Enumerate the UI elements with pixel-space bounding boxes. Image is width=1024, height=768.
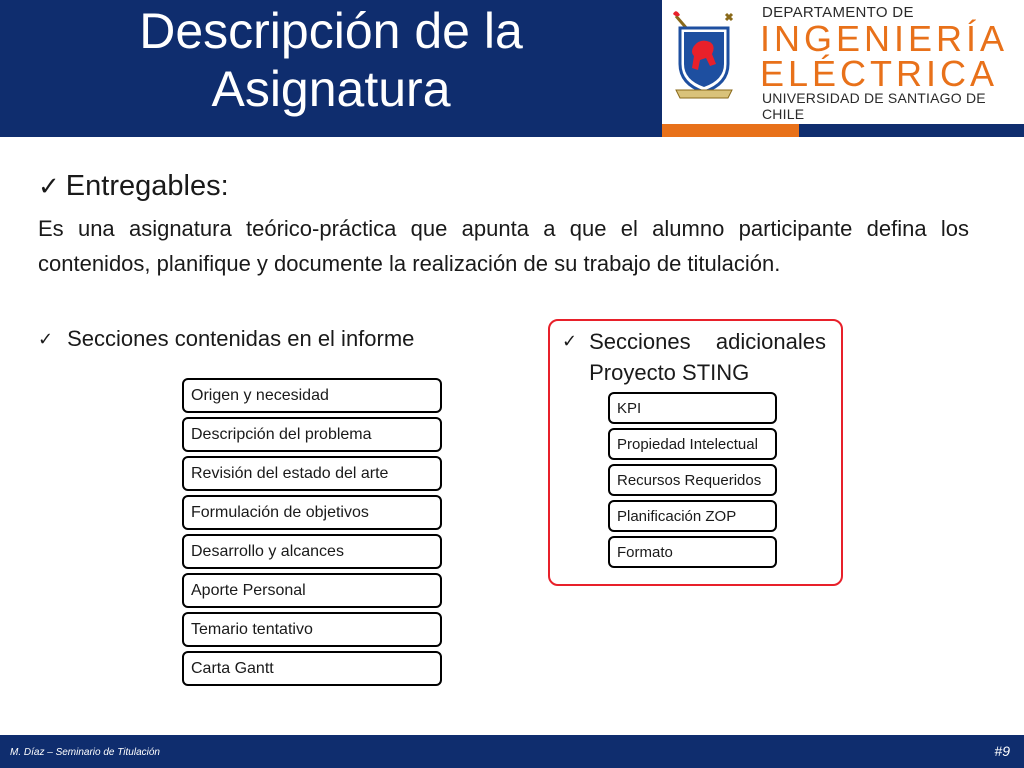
section-heading-text: Entregables: xyxy=(65,170,229,202)
logo-university-name: UNIVERSIDAD DE SANTIAGO DE CHILE xyxy=(762,90,986,122)
list-item: Recursos Requeridos xyxy=(608,464,777,496)
list-item: Desarrollo y alcances xyxy=(182,534,442,569)
list-item: Aporte Personal xyxy=(182,573,442,608)
list-item: Revisión del estado del arte xyxy=(182,456,442,491)
left-subheading-text: Secciones contenidas en el informe xyxy=(67,326,415,351)
logo-department-prefix: DEPARTAMENTO DE xyxy=(762,4,914,21)
title-line-1: Descripción de la xyxy=(139,3,523,59)
list-item: Descripción del problema xyxy=(182,417,442,452)
right-subheading-line2: Proyecto STING xyxy=(589,360,750,385)
checkmark-icon: ✓ xyxy=(562,331,578,351)
accent-stripe-navy xyxy=(799,124,1024,137)
right-subheading xyxy=(562,326,826,388)
checkmark-icon: ✓ xyxy=(38,328,54,349)
section-heading xyxy=(38,170,229,203)
right-subheading-word2: adicionales xyxy=(715,329,826,354)
right-subheading-word1: Secciones xyxy=(589,329,691,354)
accent-stripe-orange xyxy=(662,124,799,137)
list-item: Formulación de objetivos xyxy=(182,495,442,530)
description-paragraph: Es una asignatura teórico-práctica que apunta a que el alumno participante defina los contenidos, planifique y documente la realización de su trabajo de titulación. xyxy=(38,216,969,276)
list-item: Formato xyxy=(608,536,777,568)
footer-author: M. Díaz – Seminario de Titulación xyxy=(10,747,160,758)
checkmark-icon: ✓ xyxy=(38,171,60,201)
list-item: Temario tentativo xyxy=(182,612,442,647)
slide-title xyxy=(0,2,662,118)
logo-department-word2: ELÉCTRICA xyxy=(760,53,999,94)
list-item: Propiedad Intelectual xyxy=(608,428,777,460)
list-item: KPI xyxy=(608,392,777,424)
list-item: Origen y necesidad xyxy=(182,378,442,413)
university-crest-icon xyxy=(670,10,738,102)
title-line-2: Asignatura xyxy=(211,61,451,117)
logo-department-word1: INGENIERÍA xyxy=(760,18,1009,59)
page-number: #9 xyxy=(994,743,1010,759)
list-item: Carta Gantt xyxy=(182,651,442,686)
list-item: Planificación ZOP xyxy=(608,500,777,532)
footer-bar xyxy=(0,735,1024,768)
left-subheading xyxy=(38,326,414,352)
